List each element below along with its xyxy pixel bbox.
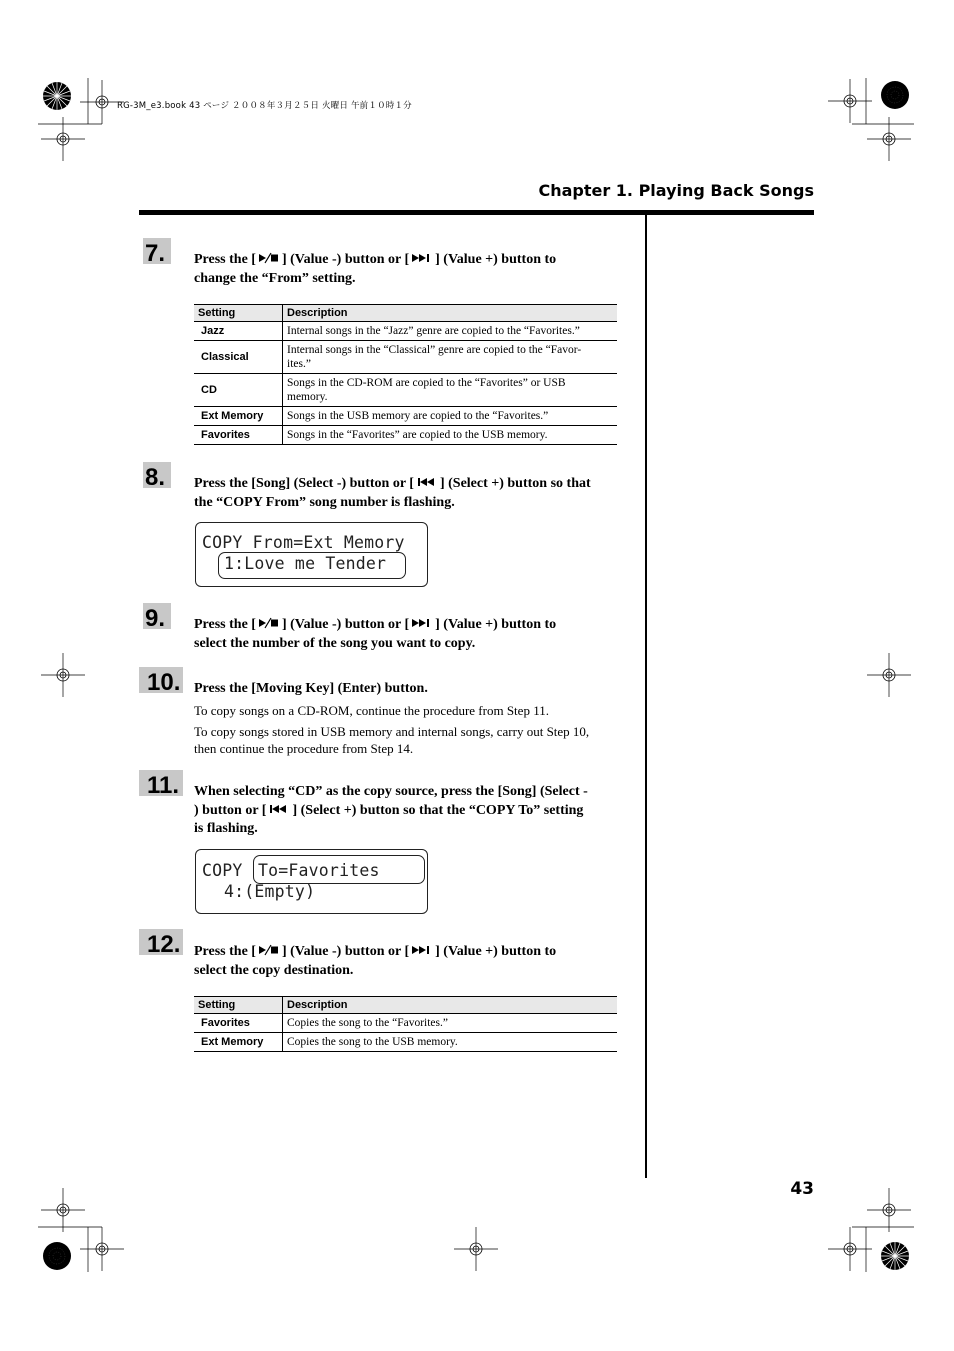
description-cell: Copies the song to the “Favorites.” xyxy=(283,1014,618,1033)
table-header: Setting xyxy=(194,305,283,322)
step-number: 12. xyxy=(147,931,181,958)
setting-cell: Ext Memory xyxy=(194,1033,283,1052)
description-cell: Internal songs in the “Jazz” genre are copied to the “Favorites.” xyxy=(283,322,618,341)
play-stop-icon xyxy=(258,252,280,264)
rewind-icon xyxy=(268,803,290,815)
description-cell: Songs in the CD-ROM are copied to the “Favorites” or USB memory. xyxy=(283,374,618,407)
table-row xyxy=(194,341,617,374)
description-cell: Songs in the “Favorites” are copied to the USB memory. xyxy=(283,426,618,445)
step-11-instruction: When selecting “CD” as the copy source, press the [Song] (Select - ) button or [ ] (Select +) button so that the “COPY To” setting is flashing. xyxy=(194,784,588,836)
table-row xyxy=(194,1033,617,1052)
step-number: 9. xyxy=(145,605,166,632)
step-number: 8. xyxy=(145,464,166,491)
step-10-instruction: Press the [Moving Key] (Enter) button. xyxy=(194,681,428,696)
table-row xyxy=(194,322,617,341)
step-8-instruction: Press the [Song] (Select -) button or [ ] (Select +) button so that the “COPY From” song number is flashing. xyxy=(194,476,591,510)
rewind-icon xyxy=(416,476,438,488)
setting-cell: Jazz xyxy=(194,322,283,341)
table-header: Description xyxy=(283,997,618,1014)
column-divider xyxy=(645,215,647,1178)
step-number: 7. xyxy=(145,240,166,267)
lcd-line-1: COPY xyxy=(202,861,243,880)
description-cell: Copies the song to the USB memory. xyxy=(283,1033,618,1052)
step-10-note: To copy songs stored in USB memory and internal songs, carry out Step 10, then continue the procedure from Step 14. xyxy=(194,724,590,756)
setting-cell: Favorites xyxy=(194,426,283,445)
table-row xyxy=(194,1014,617,1033)
header-rule xyxy=(139,210,814,215)
step-12-instruction: Press the [ ] (Value -) button or [ ] (Value +) button to select the copy destination. xyxy=(194,944,557,978)
fast-forward-icon xyxy=(411,944,433,956)
print-mark: RG-3M_e3.book 43 ページ ２００８年３月２５日 火曜日 午前１０時１分 xyxy=(117,101,412,111)
lcd-display xyxy=(195,849,428,914)
step-7-instruction: Press the [ ] (Value -) button or [ ] (Value +) button to change the “From” setting. xyxy=(194,252,557,286)
lcd-line-1: COPY From=Ext Memory xyxy=(202,533,405,552)
chapter-title: Chapter 1. Playing Back Songs xyxy=(538,181,814,200)
lcd-line-1-value: To=Favorites xyxy=(258,861,380,880)
description-cell: Internal songs in the “Classical” genre are copied to the “Favor- ites.” xyxy=(283,341,618,374)
step-number: 10. xyxy=(147,669,181,696)
setting-cell: Favorites xyxy=(194,1014,283,1033)
fast-forward-icon xyxy=(411,252,433,264)
table-row xyxy=(194,426,617,445)
lcd-display xyxy=(195,522,428,587)
lcd-line-2: 1:Love me Tender xyxy=(224,554,387,573)
description-cell: Songs in the USB memory are copied to the “Favorites.” xyxy=(283,407,618,426)
setting-cell: CD xyxy=(194,374,283,407)
step-10-note: To copy songs on a CD-ROM, continue the procedure from Step 11. xyxy=(194,703,549,718)
setting-cell: Classical xyxy=(194,341,283,374)
to-setting-table xyxy=(194,996,617,1052)
page-number: 43 xyxy=(790,1179,814,1199)
from-setting-table xyxy=(194,304,617,445)
table-row xyxy=(194,407,617,426)
table-row xyxy=(194,374,617,407)
table-header: Setting xyxy=(194,997,283,1014)
table-header: Description xyxy=(283,305,618,322)
play-stop-icon xyxy=(258,944,280,956)
setting-cell: Ext Memory xyxy=(194,407,283,426)
play-stop-icon xyxy=(258,617,280,629)
step-number: 11. xyxy=(147,772,180,799)
fast-forward-icon xyxy=(411,617,433,629)
step-9-instruction: Press the [ ] (Value -) button or [ ] (Value +) button to select the number of the song you want to copy. xyxy=(194,617,557,651)
lcd-line-2: 4:(Empty) xyxy=(224,882,316,901)
